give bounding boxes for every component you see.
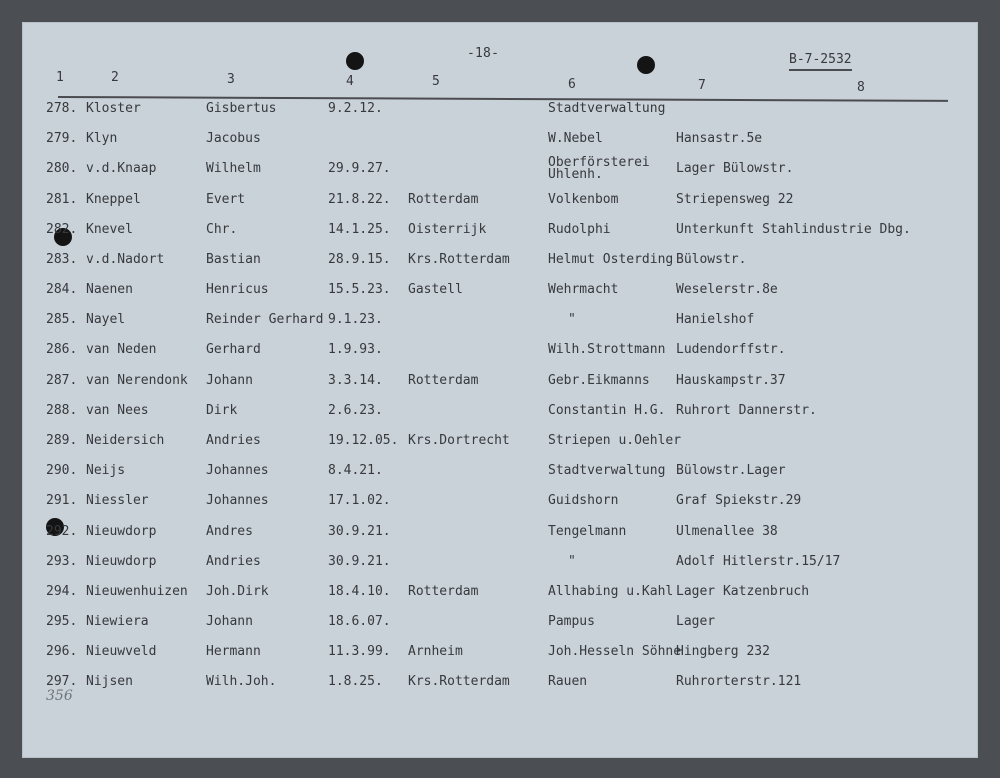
address-cell: Hanielshof (676, 312, 755, 328)
table-row (22, 524, 978, 544)
table-row (22, 433, 978, 453)
first-name-cell: Wilh.Joh. (206, 674, 277, 690)
employer-cell: Tengelmann (548, 523, 627, 539)
table-row (22, 282, 978, 302)
entry-number-cell: 288. (46, 402, 78, 418)
birth-date-cell: 14.1.25. (328, 221, 391, 237)
entry-number-cell: 280. (46, 161, 78, 177)
surname-cell: van Neden (86, 342, 157, 358)
surname-cell: Nijsen (86, 674, 133, 690)
employer-cell: Joh.Hesseln Söhne (548, 644, 682, 660)
entry-number-cell: 285. (46, 312, 78, 328)
entry-number-cell: 290. (46, 463, 78, 479)
first-name-cell: Jacobus (206, 131, 261, 147)
table-row (22, 403, 978, 423)
entry-number-cell: 289. (46, 432, 78, 448)
birth-date-cell: 15.5.23. (328, 282, 391, 298)
table-row (22, 155, 978, 183)
employer-cell: " (568, 312, 576, 328)
employer-cell: Helmut Osterding (548, 251, 674, 267)
birth-place-cell: Krs.Dortrecht (408, 432, 510, 448)
table-row (22, 614, 978, 634)
birth-place-cell: Oisterrijk (408, 221, 487, 237)
address-cell: Striepensweg 22 (676, 191, 794, 207)
column-header-3: 3 (227, 72, 236, 87)
birth-date-cell: 18.6.07. (328, 614, 391, 630)
first-name-cell: Chr. (206, 221, 238, 237)
first-name-cell: Johannes (206, 463, 269, 479)
birth-place-cell: Krs.Rotterdam (408, 674, 510, 690)
punch-hole (637, 56, 655, 74)
address-cell: Ruhrorterstr.121 (676, 674, 802, 690)
column-header-6: 6 (568, 77, 577, 92)
surname-cell: Niessler (86, 493, 149, 509)
table-row (22, 342, 978, 362)
surname-cell: Nieuwenhuizen (86, 583, 188, 599)
address-cell: Unterkunft Stahlindustrie Dbg. (676, 221, 911, 237)
surname-cell: Neijs (86, 463, 126, 479)
entry-number-cell: 291. (46, 493, 78, 509)
employer-cell: " (568, 553, 576, 569)
entry-number-cell: 292. (46, 523, 78, 539)
surname-cell: Niewiera (86, 614, 149, 630)
surname-cell: Neidersich (86, 432, 165, 448)
birth-date-cell: 30.9.21. (328, 553, 391, 569)
first-name-cell: Andres (206, 523, 253, 539)
employer-cell: Constantin H.G. (548, 402, 666, 418)
birth-date-cell: 19.12.05. (328, 432, 399, 448)
birth-place-cell: Rotterdam (408, 583, 479, 599)
address-cell: Weselerstr.8e (676, 282, 778, 298)
surname-cell: Naenen (86, 282, 133, 298)
table-row (22, 493, 978, 513)
table-row (22, 554, 978, 574)
birth-date-cell: 3.3.14. (328, 372, 383, 388)
surname-cell: Knevel (86, 221, 133, 237)
address-cell: Lager Katzenbruch (676, 583, 810, 599)
first-name-cell: Joh.Dirk (206, 583, 269, 599)
entry-number-cell: 281. (46, 191, 78, 207)
first-name-cell: Dirk (206, 402, 238, 418)
birth-date-cell: 30.9.21. (328, 523, 391, 539)
page-number: -18- (467, 46, 500, 61)
employer-cell: Guidshorn (548, 493, 619, 509)
table-row (22, 192, 978, 212)
surname-cell: Kneppel (86, 191, 141, 207)
address-cell: Lager (676, 614, 716, 630)
entry-number-cell: 294. (46, 583, 78, 599)
birth-date-cell: 1.9.93. (328, 342, 383, 358)
surname-cell: Klyn (86, 131, 118, 147)
surname-cell: Nieuwdorp (86, 523, 157, 539)
employer-cell: Rauen (548, 674, 588, 690)
table-row (22, 644, 978, 664)
column-header-8: 8 (857, 80, 866, 95)
punch-hole (346, 52, 364, 70)
first-name-cell: Johann (206, 372, 253, 388)
first-name-cell: Johann (206, 614, 253, 630)
surname-cell: Nieuwveld (86, 644, 157, 660)
first-name-cell: Hermann (206, 644, 261, 660)
employer-cell: Gebr.Eikmanns (548, 372, 650, 388)
table-row (22, 674, 978, 694)
address-cell: Ruhrort Dannerstr. (676, 402, 817, 418)
employer-cell: Oberförsterei Uhlenh. (548, 155, 650, 183)
employer-cell: Allhabing u.Kahl (548, 583, 674, 599)
address-cell: Hansastr.5e (676, 131, 763, 147)
surname-cell: Kloster (86, 101, 141, 116)
column-header-2: 2 (111, 70, 120, 85)
address-cell: Hingberg 232 (676, 644, 770, 660)
table-row (22, 584, 978, 604)
entry-number-cell: 295. (46, 614, 78, 630)
surname-cell: van Nees (86, 402, 149, 418)
date-stamp: B-7-2532 (789, 52, 852, 71)
address-cell: Bülowstr.Lager (676, 463, 786, 479)
birth-place-cell: Rotterdam (408, 372, 479, 388)
first-name-cell: Andries (206, 553, 261, 569)
address-cell: Lager Bülowstr. (676, 161, 794, 177)
first-name-cell: Andries (206, 432, 261, 448)
surname-cell: van Nerendonk (86, 372, 188, 388)
table-row (22, 222, 978, 242)
document-sheet (22, 22, 978, 758)
employer-cell: Wilh.Strottmann (548, 342, 666, 358)
table-row (22, 312, 978, 332)
birth-place-cell: Krs.Rotterdam (408, 251, 510, 267)
column-header-1: 1 (56, 70, 65, 85)
employer-cell: Striepen u.Oehler (548, 432, 682, 448)
surname-cell: v.d.Knaap (86, 161, 157, 177)
birth-place-cell: Rotterdam (408, 191, 479, 207)
surname-cell: Nieuwdorp (86, 553, 157, 569)
entry-number-cell: 293. (46, 553, 78, 569)
birth-place-cell: Arnheim (408, 644, 463, 660)
birth-date-cell: 11.3.99. (328, 644, 391, 660)
employer-cell: Stadtverwaltung (548, 463, 666, 479)
address-cell: Ulmenallee 38 (676, 523, 778, 539)
address-cell: Ludendorffstr. (676, 342, 786, 358)
entry-number-cell: 287. (46, 372, 78, 388)
employer-cell: Pampus (548, 614, 595, 630)
entry-number-cell: 283. (46, 251, 78, 267)
employer-cell: W.Nebel (548, 131, 603, 147)
birth-date-cell: 2.6.23. (328, 402, 383, 418)
address-cell: Adolf Hitlerstr.15/17 (676, 553, 841, 569)
employer-cell: Rudolphi (548, 221, 611, 237)
surname-cell: Nayel (86, 312, 126, 328)
birth-date-cell: 28.9.15. (328, 251, 391, 267)
birth-date-cell: 17.1.02. (328, 493, 391, 509)
entry-number-cell: 286. (46, 342, 78, 358)
first-name-cell: Henricus (206, 282, 269, 298)
pencil-note: 356 (46, 688, 73, 704)
entry-number-cell: 279. (46, 131, 78, 147)
entry-number-cell: 297. (46, 674, 78, 690)
birth-date-cell: 8.4.21. (328, 463, 383, 479)
address-cell: Bülowstr. (676, 251, 747, 267)
first-name-cell: Gerhard (206, 342, 261, 358)
employer-cell: Volkenbom (548, 191, 619, 207)
entry-number-cell: 284. (46, 282, 78, 298)
entry-number-cell: 278. (46, 101, 78, 116)
first-name-cell: Evert (206, 191, 246, 207)
employer-cell: Wehrmacht (548, 282, 619, 298)
entry-number-cell: 296. (46, 644, 78, 660)
table-row (22, 252, 978, 272)
first-name-cell: Johannes (206, 493, 269, 509)
birth-date-cell: 9.1.23. (328, 312, 383, 328)
surname-cell: v.d.Nadort (86, 251, 165, 267)
address-cell: Hauskampstr.37 (676, 372, 786, 388)
birth-date-cell: 18.4.10. (328, 583, 391, 599)
birth-date-cell: 9.2.12. (328, 101, 383, 116)
first-name-cell: Bastian (206, 251, 261, 267)
first-name-cell: Reinder Gerhard (206, 312, 324, 328)
address-cell: Graf Spiekstr.29 (676, 493, 802, 509)
birth-date-cell: 29.9.27. (328, 161, 391, 177)
table-row (22, 101, 978, 121)
column-header-4: 4 (346, 74, 355, 89)
employer-cell: Stadtverwaltung (548, 101, 666, 116)
table-row (22, 131, 978, 151)
birth-date-cell: 1.8.25. (328, 674, 383, 690)
column-header-7: 7 (698, 78, 707, 93)
birth-date-cell: 21.8.22. (328, 191, 391, 207)
column-header-5: 5 (432, 74, 441, 89)
first-name-cell: Wilhelm (206, 161, 261, 177)
entry-number-cell: 282. (46, 221, 78, 237)
table-row (22, 463, 978, 483)
birth-place-cell: Gastell (408, 282, 463, 298)
first-name-cell: Gisbertus (206, 101, 277, 116)
table-row (22, 373, 978, 393)
